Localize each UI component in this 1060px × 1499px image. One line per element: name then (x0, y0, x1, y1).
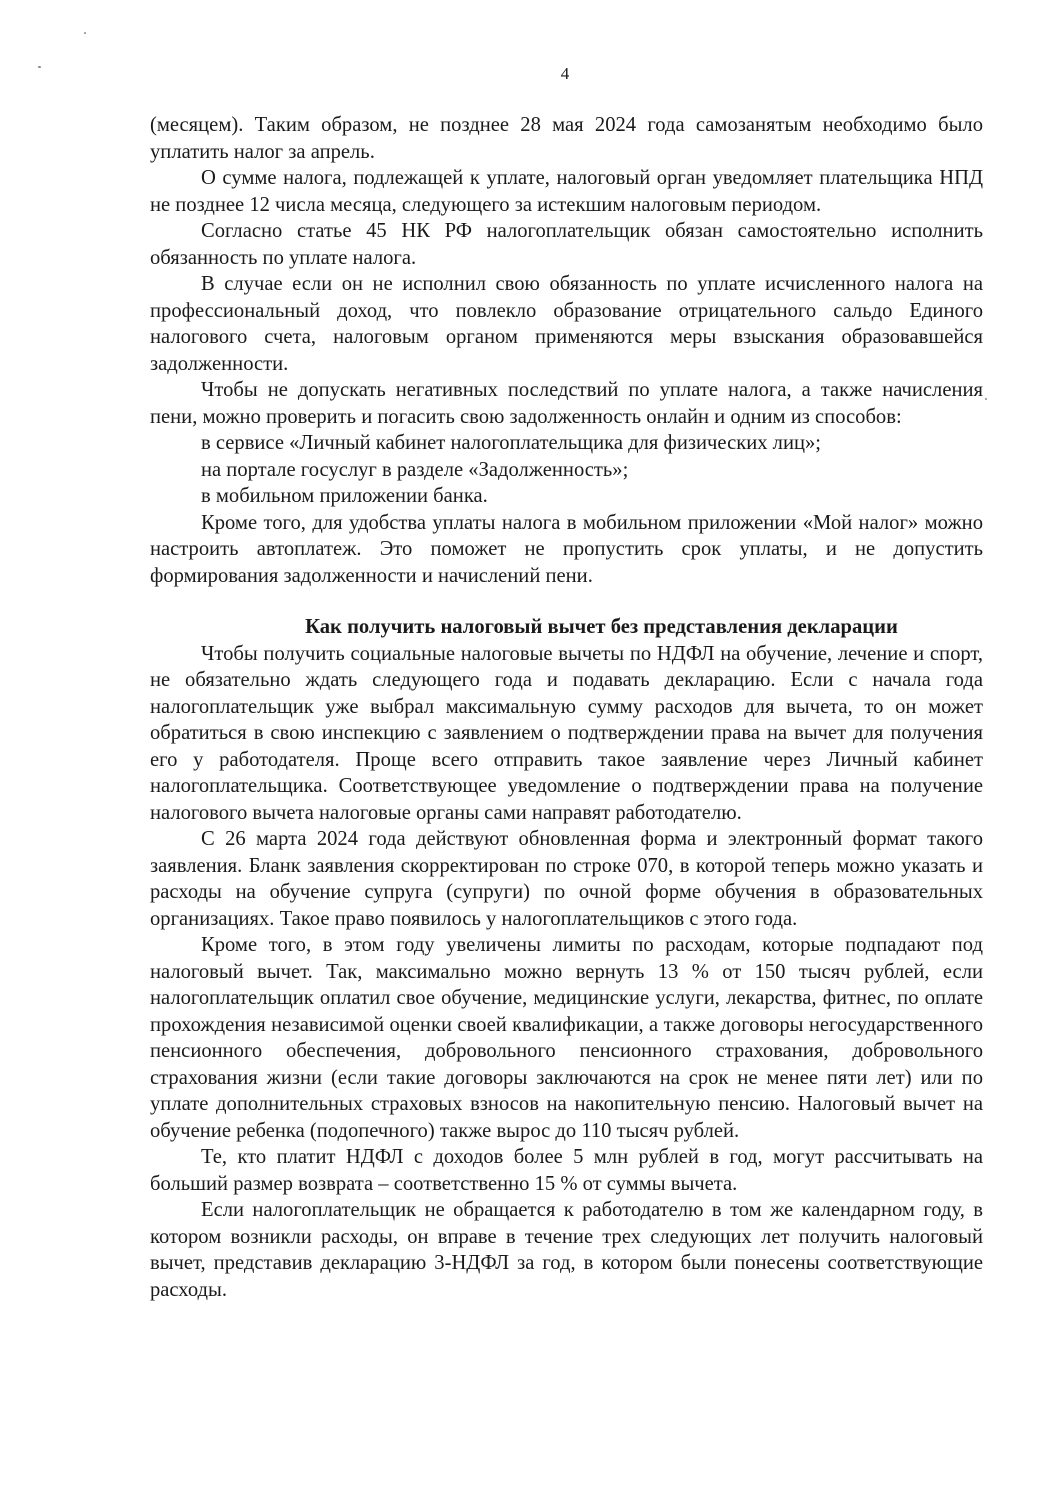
list-item: на портале госуслуг в разделе «Задолженность»; (201, 458, 629, 481)
paragraph: В случае если он не исполнил свою обязанность по уплате исчисленного налога на профессиональный доход, что повлекло образование отрицательного сальдо Единого налогового счета, налоговым органом применяются меры взыскания образовавшейся задолженности. (150, 273, 983, 375)
paragraph: С 26 марта 2024 года действуют обновленная форма и электронный формат такого заявления. Бланк заявления скорректирован по строке 070, в которой теперь можно указать и расходы на обучение супруга (супруги) по очной форме обучения в образовательных организациях. Такое право появилось у налогоплательщиков с этого года. (150, 828, 983, 930)
paragraph: Кроме того, в этом году увеличены лимиты по расходам, которые подпадают под налоговый вычет. Так, максимально можно вернуть 13 % от 150 тысяч рублей, если налогоплательщик оплатил свое обучение, медицинские услуги, лекарства, фитнес, по оплате прохождения независимой оценки своей квалификации, а также договоры негосударственного пенсионного обеспечения, добровольного пенсионного страхования, добровольного страхования жизни (если такие договоры заключаются на срок не менее пяти лет) или по уплате дополнительных страховых взносов на накопительную пенсию. Налоговый вычет на обучение ребенка (подопечного) также вырос до 110 тысяч рублей. (150, 934, 983, 1142)
paragraph: О сумме налога, подлежащей к уплате, налоговый орган уведомляет плательщика НПД не позднее 12 числа месяца, следующего за истекшим налоговым периодом. (150, 167, 983, 216)
scan-speck (38, 66, 41, 68)
paragraph: (месяцем). Таким образом, не позднее 28 мая 2024 года самозанятым необходимо было уплатить налог за апрель. (150, 114, 983, 163)
paragraph: Чтобы получить социальные налоговые вычеты по НДФЛ на обучение, лечение и спорт, не обязательно ждать следующего года и подавать декларацию. Если с начала года налогоплательщик уже выбрал максимальную сумму расходов для вычета, то он может обратиться в свою инспекцию с заявлением о подтверждении права на вычет для получения его у работодателя. Проще всего отправить такое заявление через Личный кабинет налогоплательщика. Соответствующее уведомление о подтверждении права на получение налогового вычета налоговые органы сами направят работодателю. (150, 642, 983, 824)
paragraph: Согласно статье 45 НК РФ налогоплательщик обязан самостоятельно исполнить обязанность по уплате налога. (150, 220, 983, 269)
paragraph: Те, кто платит НДФЛ с доходов более 5 млн рублей в год, могут рассчитывать на больший размер возврата – соответственно 15 % от суммы вычета. (150, 1146, 983, 1195)
list-item: в мобильном приложении банка. (201, 485, 488, 507)
document-body (150, 112, 983, 1303)
page-number: 4 (560, 64, 570, 83)
section-title: Как получить налоговый вычет без представления декларации (305, 616, 898, 638)
paragraph: Если налогоплательщик не обращается к работодателю в том же календарном году, в котором возникли расходы, он вправе в течение трех следующих лет получить налоговый вычет, представив декларацию 3-НДФЛ за год, в котором были понесены соответствующие расходы. (150, 1199, 983, 1301)
scan-speck (84, 32, 86, 34)
list-item: в сервисе «Личный кабинет налогоплательщика для физических лиц»; (201, 432, 822, 454)
scan-speck (985, 398, 987, 400)
paragraph: Чтобы не допускать негативных последствий по уплате налога, а также начисления пени, можно проверить и погасить свою задолженность онлайн и одним из способов: (150, 379, 983, 428)
paragraph: Кроме того, для удобства уплаты налога в мобильном приложении «Мой налог» можно настроить автоплатеж. Это поможет не пропустить срок уплаты, и не допустить формирования задолженности и начислений пени. (150, 511, 983, 587)
